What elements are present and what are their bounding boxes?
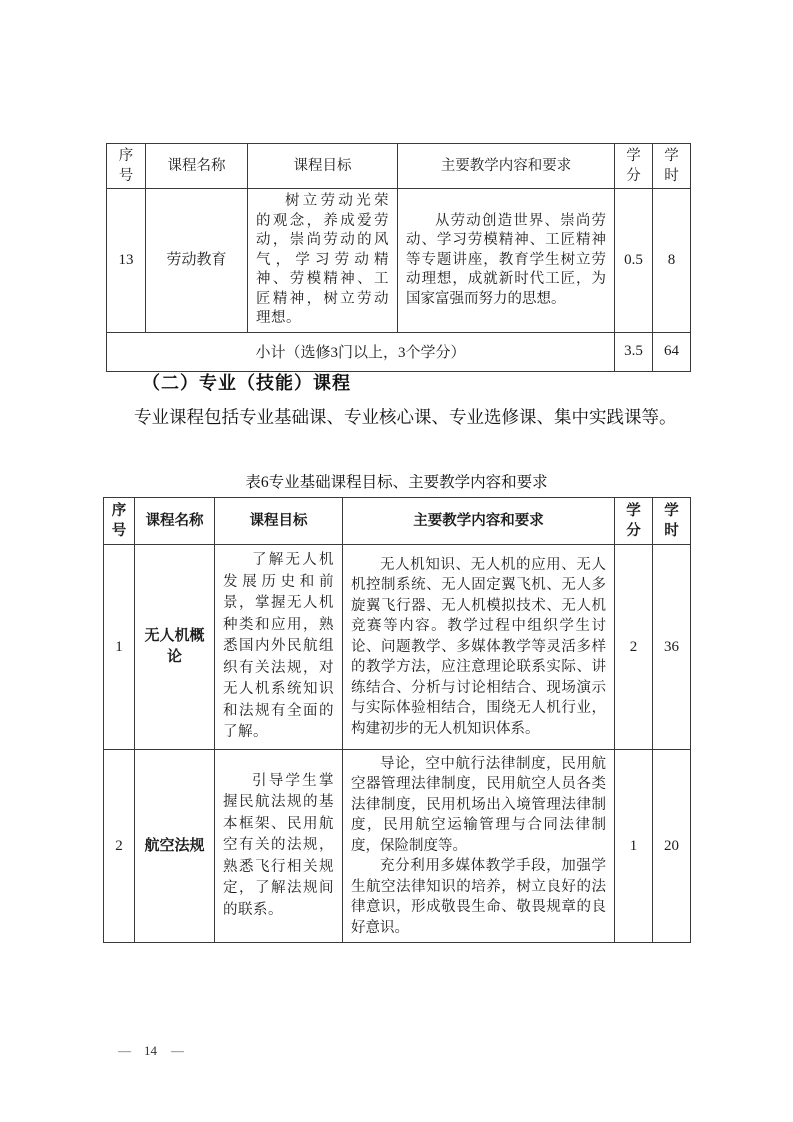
- subtotal-credits: 3.5: [615, 332, 653, 371]
- course-content-paragraph: 无人机知识、无人机的应用、无人机控制系统、无人固定翼飞机、无人多旋翼飞行器、无人机模拟技术、无人机竞赛等内容。教学过程中组织学生讨论、问题教学、多媒体教学等灵活多样的教学方法，应注意理论联系实际、讲练结合、分析与讨论相结合、现场演示与实际体验相结合，围绕无人机行业，构建初步的无人机知识体系。: [351, 556, 606, 737]
- header-course-no: 序号: [104, 498, 135, 545]
- cell-course-goal: [215, 750, 343, 943]
- cell-credits: 2: [615, 545, 653, 750]
- course-content-paragraph-2: 充分利用多媒体教学手段，加强学生航空法律知识的培养，树立良好的法律意识，形成敬畏生命、敬畏规章的良好意识。: [351, 858, 606, 936]
- elective-courses-table: [106, 143, 691, 372]
- subtotal-label: 小计（选修3门以上，3个学分）: [107, 332, 615, 371]
- header-course-content: 主要教学内容和要求: [343, 498, 615, 545]
- cell-credits: 0.5: [615, 189, 653, 333]
- section-heading: （二）专业（技能）课程: [142, 373, 351, 393]
- basic-courses-table: [103, 497, 691, 943]
- cell-course-content: [343, 750, 615, 943]
- header-course-name: 课程名称: [135, 498, 215, 545]
- cell-course-content: [343, 545, 615, 750]
- header-course-content: 主要教学内容和要求: [398, 144, 615, 189]
- header-course-name: 课程名称: [146, 144, 248, 189]
- cell-course-name: 无人机概论: [135, 545, 215, 750]
- cell-course-goal: [215, 545, 343, 750]
- course-content-paragraph-1: 导论，空中航行法律制度，民用航空器管理法律制度，民用航空人员各类法律制度，民用机场出入境管理法律制度，民用航空运输管理与合同法律制度，保险制度等。: [351, 755, 606, 854]
- page-footer: [118, 1043, 183, 1059]
- footer-right-dash: —: [171, 1043, 183, 1058]
- cell-hours: 20: [653, 750, 691, 943]
- header-credits: 学分: [615, 144, 653, 189]
- cell-hours: 8: [653, 189, 691, 333]
- course-content-paragraph: 从劳动创造世界、崇尚劳动、学习劳模精神、工匠精神等专题讲座，教育学生树立劳动理想，成就新时代工匠，为国家富强而努力的思想。: [406, 212, 606, 307]
- header-hours: 学时: [653, 144, 691, 189]
- course-goal-paragraph: 引导学生掌握民航法规的基本框架、民用航空有关的法规，熟悉飞行相关规定，了解法规间的联系。: [223, 772, 334, 918]
- cell-hours: 36: [653, 545, 691, 750]
- cell-course-goal: [248, 189, 398, 333]
- cell-course-no: 2: [104, 750, 135, 943]
- header-course-goal: 课程目标: [215, 498, 343, 545]
- basic-table-header-row: [104, 498, 691, 545]
- table-row-uav-introduction: [104, 545, 691, 750]
- header-course-no: 序号: [107, 144, 146, 189]
- cell-course-name: 航空法规: [135, 750, 215, 943]
- cell-course-no: 13: [107, 189, 146, 333]
- intro-paragraph: 专业课程包括专业基础课、专业核心课、专业选修课、集中实践课等。: [134, 407, 677, 427]
- course-goal-paragraph: 树立劳动光荣的观念，养成爱劳动，崇尚劳动的风气，学习劳动精神、劳模精神、工匠精神，树立劳动理想。: [256, 193, 389, 326]
- subtotal-hours: 64: [653, 332, 691, 371]
- elective-table-header-row: [107, 144, 691, 189]
- header-credits: 学分: [615, 498, 653, 545]
- course-goal-paragraph: 了解无人机发展历史和前景，掌握无人机种类和应用，熟悉国内外民航组织有关法规，对无人机系统知识和法规有全面的了解。: [223, 552, 334, 741]
- cell-course-content: [398, 189, 615, 333]
- page-number: 14: [144, 1043, 157, 1058]
- header-course-goal: 课程目标: [248, 144, 398, 189]
- cell-credits: 1: [615, 750, 653, 943]
- table-row-labor-education: [107, 189, 691, 333]
- header-hours: 学时: [653, 498, 691, 545]
- table-row-aviation-regulations: [104, 750, 691, 943]
- table6-caption: 表6专业基础课程目标、主要教学内容和要求: [245, 474, 548, 491]
- table-row-subtotal: [107, 332, 691, 371]
- footer-left-dash: —: [118, 1043, 130, 1058]
- cell-course-name: 劳动教育: [146, 189, 248, 333]
- cell-course-no: 1: [104, 545, 135, 750]
